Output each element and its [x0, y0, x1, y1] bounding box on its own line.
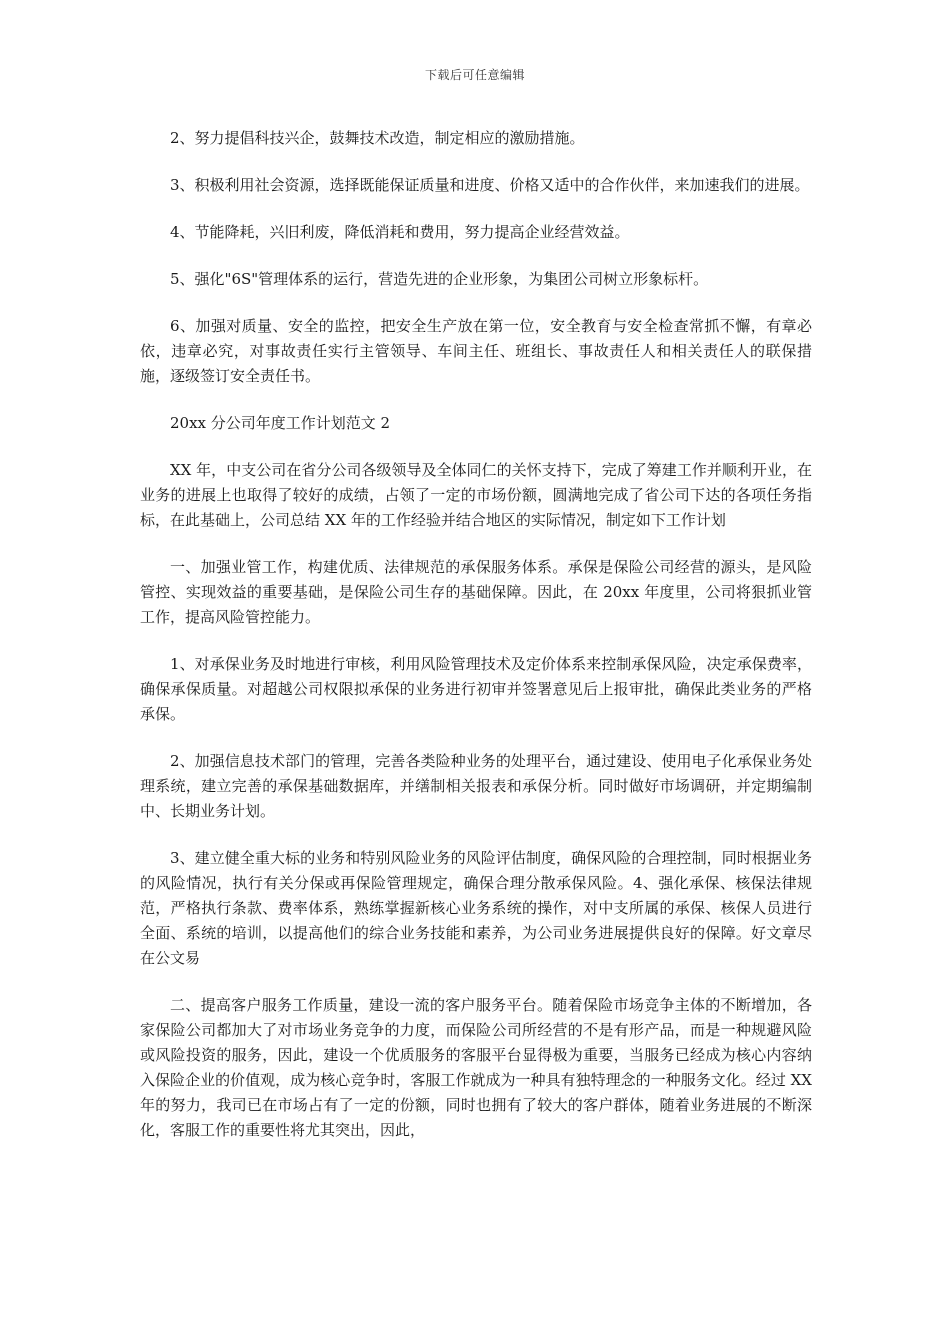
paragraph-item-4: 4、节能降耗，兴旧利废，降低消耗和费用，努力提高企业经营效益。 [170, 223, 630, 241]
section-one-paragraph: 一、加强业管工作，构建优质、法律规范的承保服务体系。承保是保险公司经营的源头，是风险管控、实现效益的重要基础，是保险公司生存的基础保障。因此，在 20xx 年度里，公司将狠抓业管工作，提高风险管控能力。 [140, 558, 812, 626]
paragraph-item-2: 2、努力提倡科技兴企，鼓舞技术改造，制定相应的激励措施。 [170, 129, 585, 147]
page-header: 下载后可任意编辑 [424, 68, 525, 82]
paragraph-item-5: 5、强化"6S"管理体系的运行，营造先进的企业形象，为集团公司树立形象标杆。 [170, 270, 709, 288]
intro-paragraph: XX 年，中支公司在省分公司各级领导及全体同仁的关怀支持下，完成了筹建工作并顺利开业，在业务的进展上也取得了较好的成绩，占领了一定的市场份额，圆满地完成了省公司下达的各项任务指标，在此基础上，公司总结 XX 年的工作经验并结合地区的实际情况，制定如下工作计划 [140, 461, 812, 529]
section-two-paragraph: 二、提高客户服务工作质量，建设一流的客户服务平台。随着保险市场竞争主体的不断增加，各家保险公司都加大了对市场业务竞争的力度，而保险公司所经营的不是有形产品，而是一种规避风险或风险投资的服务，因此，建设一个优质服务的客服平台显得极为重要，当服务已经成为核心内容纳入保险企业的价值观，成为核心竞争时，客服工作就成为一种具有独特理念的一种服务文化。经过 XX 年的努力，我司已在市场占有了一定的份额，同时也拥有了较大的客户群体，随着业务进展的不断深化，客服工作的重要性将尤其突出，因此， [140, 996, 812, 1139]
paragraph-item-3: 3、积极利用社会资源，选择既能保证质量和进度、价格又适中的合作伙伴，来加速我们的进展。 [170, 176, 810, 194]
section-one-item-2: 2、加强信息技术部门的管理，完善各类险种业务的处理平台，通过建设、使用电子化承保业务处理系统，建立完善的承保基础数据库，并缮制相关报表和承保分析。同时做好市场调研，并定期编制中、长期业务计划。 [140, 752, 812, 820]
section-one-item-3: 3、建立健全重大标的业务和特别风险业务的风险评估制度，确保风险的合理控制，同时根据业务的风险情况，执行有关分保或再保险管理规定，确保合理分散承保风险。4、强化承保、核保法律规范，严格执行条款、费率体系，熟练掌握新核心业务系统的操作，对中支所属的承保、核保人员进行全面、系统的培训，以提高他们的综合业务技能和素养，为公司业务进展提供良好的保障。好文章尽在公文易 [140, 849, 812, 967]
document-body [140, 126, 812, 1165]
section-one-item-1: 1、对承保业务及时地进行审核，利用风险管理技术及定价体系来控制承保风险，决定承保费率，确保承保质量。对超越公司权限拟承保的业务进行初审并签署意见后上报审批，确保此类业务的严格承保。 [140, 655, 812, 723]
section-heading: 20xx 分公司年度工作计划范文 2 [170, 414, 391, 432]
paragraph-item-6: 6、加强对质量、安全的监控，把安全生产放在第一位，安全教育与安全检查常抓不懈，有章必依，违章必究，对事故责任实行主管领导、车间主任、班组长、事故责任人和相关责任人的联保措施，逐级签订安全责任书。 [140, 317, 812, 385]
